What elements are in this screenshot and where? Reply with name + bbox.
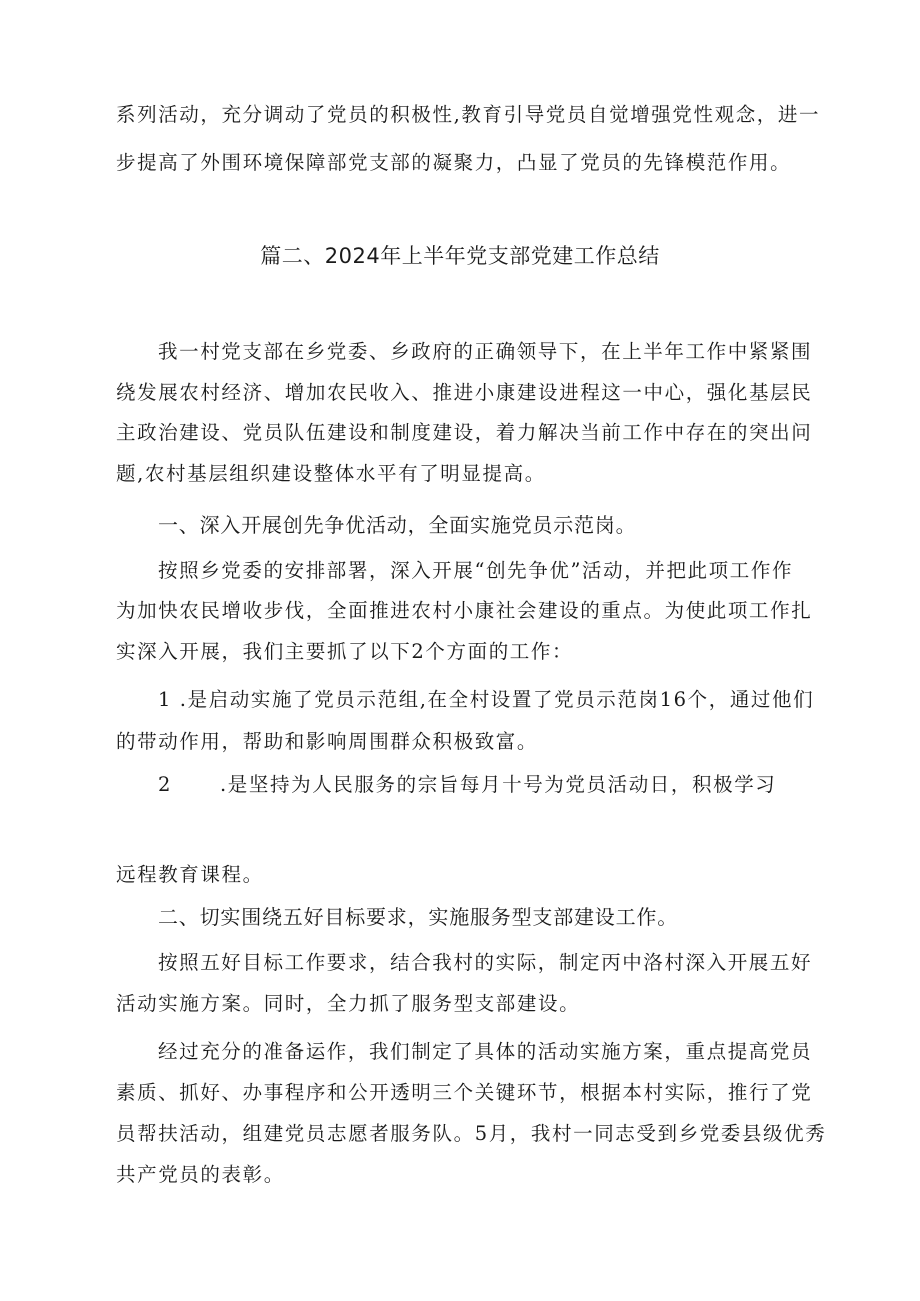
intro-line-2: 步提高了外围环境保障部党支部的凝聚力，凸显了党员的先锋模范作用。 <box>116 151 792 174</box>
item2-continuation: 远程教育课程。 <box>116 863 264 886</box>
para1-line-3: 主政治建设、党员队伍建设和制度建设，着力解决当前工作中存在的突出问 <box>116 421 813 444</box>
section-heading-1: 一、深入开展创先争优活动，全面实施党员示范岗。 <box>158 513 637 537</box>
item1-line-2: 的带动作用，帮助和影响周围群众积极致富。 <box>116 730 539 753</box>
item1-line-1: 1 .是启动实施了党员示范组,在全村设置了党员示范岗16个，通过他们 <box>158 688 815 711</box>
para1-line-1: 我一村党支部在乡党委、乡政府的正确领导下，在上半年工作中紧紧围 <box>158 340 813 363</box>
para4-line-3: 员帮扶活动，组建党员志愿者服务队。5月，我村一同志受到乡党委县级优秀 <box>116 1122 827 1145</box>
para4-line-4: 共产党员的表彰。 <box>116 1163 285 1186</box>
intro-line-1: 系列活动，充分调动了党员的积极性,教育引导党员自觉增强党性观念，进一 <box>116 103 821 126</box>
article-title: 篇二、2024年上半年党支部党建工作总结 <box>260 244 660 268</box>
item2-text: .是坚持为人民服务的宗旨每月十号为党员活动日，积极学习 <box>220 773 777 796</box>
para2-line-3: 实深入开展，我们主要抓了以下2个方面的工作： <box>116 640 574 663</box>
para2-line-1: 按照乡党委的安排部署，深入开展“创先争优”活动，并把此项工作作 <box>158 559 794 582</box>
item2-line <box>158 773 836 797</box>
para2-line-2: 为加快农民增收步伐，全面推进农村小康社会建设的重点。为使此项工作扎 <box>116 599 813 622</box>
para4-line-2: 素质、抓好、办事程序和公开透明三个关键环节，根据本村实际，推行了党 <box>116 1081 813 1104</box>
para3-line-1: 按照五好目标工作要求，结合我村的实际，制定丙中洛村深入开展五好 <box>158 951 813 974</box>
para1-line-4: 题,农村基层组织建设整体水平有了明显提高。 <box>116 462 546 485</box>
para3-line-2: 活动实施方案。同时，全力抓了服务型支部建设。 <box>116 992 581 1015</box>
para1-line-2: 绕发展农村经济、增加农民收入、推进小康建设进程这一中心，强化基层民 <box>116 381 813 404</box>
item2-number: 2 <box>158 773 173 796</box>
para4-line-1: 经过充分的准备运作，我们制定了具体的活动实施方案，重点提高党员 <box>158 1040 813 1063</box>
section-heading-2: 二、切实围绕五好目标要求，实施服务型支部建设工作。 <box>158 905 678 929</box>
